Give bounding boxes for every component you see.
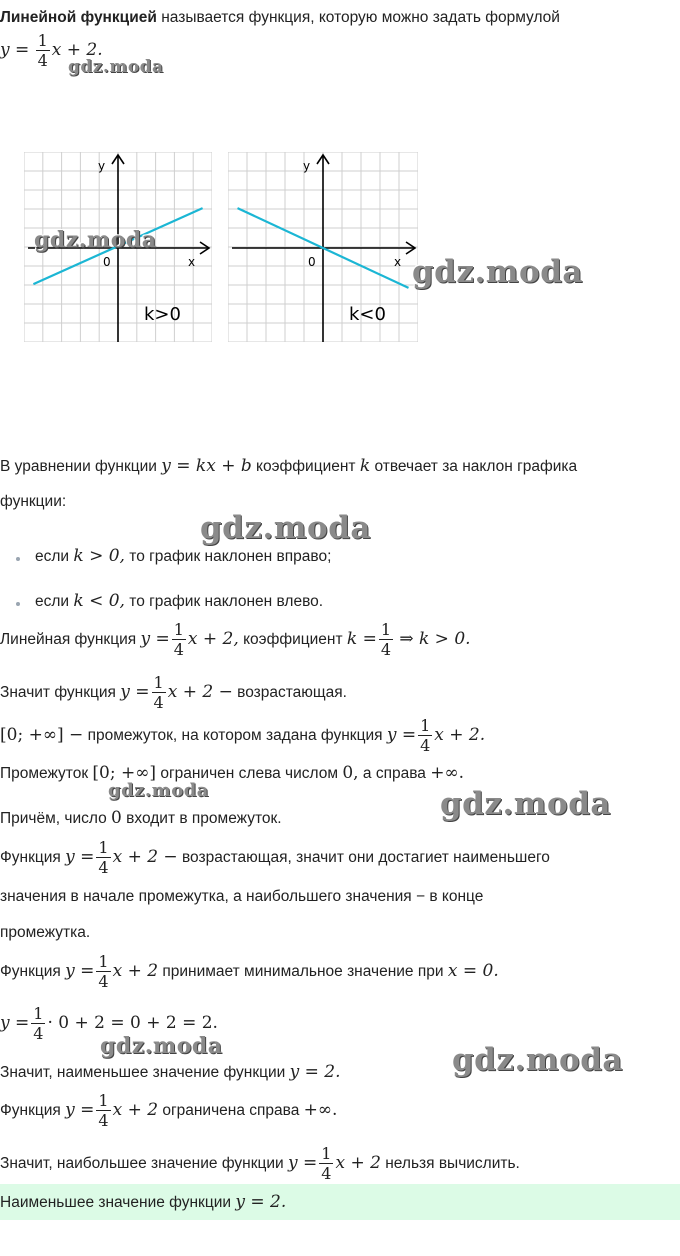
text-line-12: y = $\frac{1}{4}$ · 0 + 2 = 0 + 2 = 2. xyxy=(0,1004,218,1044)
bullet-dot xyxy=(16,557,20,561)
y-axis-label: y xyxy=(98,159,106,173)
intro-term: Линейной функцией xyxy=(0,9,157,26)
intro-fraction: $\frac{1}{4}$ xyxy=(37,31,48,71)
text-line-3: Линейная функция y = $\frac{1}{4}$ x + 2, коэффициент k = $\frac{1}{4}$ ⇒ k > 0. xyxy=(0,620,471,660)
chart-k-negative xyxy=(228,152,418,342)
bullet-dot xyxy=(16,602,20,606)
text-line-15: Значит, наибольшее значение функции y = $\frac{1}{4}$ x + 2 нельзя вычислить. xyxy=(0,1144,520,1184)
text-line-7: Причём, число 0 входит в промежуток. xyxy=(0,808,282,828)
text-line-14: Функция y = $\frac{1}{4}$ x + 2 ограничена справа +∞. xyxy=(0,1091,338,1131)
intro-line xyxy=(0,7,560,29)
text-line-13: Значит, наименьшее значение функции y = 2. xyxy=(0,1062,341,1082)
y-axis-label: y xyxy=(303,159,311,173)
answer-math: y = 2. xyxy=(235,1192,287,1212)
intro-text: называется функция, которую можно задать формулой xyxy=(161,9,560,26)
text-line-10: промежутка. xyxy=(0,924,91,941)
text-line-8: Функция y = $\frac{1}{4}$ x + 2 − возрастающая, значит они достагиет наименьшего xyxy=(0,838,550,878)
text-line-2: функции: xyxy=(0,493,67,510)
list-item: если k < 0, то график наклонен влево. xyxy=(35,591,324,611)
slope-label: k<0 xyxy=(349,304,386,325)
text-line-6: Промежуток [0; +∞] ограничен слева числом 0, а справа +∞. xyxy=(0,763,465,783)
answer-text: Наименьшее значение функции xyxy=(0,1194,232,1211)
watermark: gdz.moda xyxy=(100,1033,223,1059)
answer-line xyxy=(0,1191,286,1214)
watermark: gdz.moda xyxy=(68,57,164,77)
watermark: gdz.moda xyxy=(108,780,209,801)
origin-label: 0 xyxy=(103,255,111,269)
list-item: если k > 0, то график наклонен вправо; xyxy=(35,546,332,566)
text-line-5: [0; +∞] − промежуток, на котором задана функция y = $\frac{1}{4}$ x + 2. xyxy=(0,716,486,756)
text-line-1: В уравнении функции y = kx + b коэффициент k отвечает за наклон графика xyxy=(0,456,578,476)
x-axis-label: x xyxy=(394,255,402,269)
watermark: gdz.moda xyxy=(440,786,611,822)
x-axis-label: x xyxy=(188,255,196,269)
origin-label: 0 xyxy=(308,255,316,269)
watermark: gdz.moda xyxy=(200,510,371,546)
slope-label: k>0 xyxy=(144,304,181,325)
text-line-11: Функция y = $\frac{1}{4}$ x + 2 принимает минимальное значение при x = 0. xyxy=(0,952,499,992)
watermark: gdz.moda xyxy=(452,1042,623,1078)
text-line-4: Значит функция y = $\frac{1}{4}$ x + 2 − возрастающая. xyxy=(0,673,347,713)
intro-formula: y = $\frac{1}{4}$ x + 2. xyxy=(0,31,103,71)
watermark: gdz.moda xyxy=(34,227,157,253)
watermark: gdz.moda xyxy=(412,254,583,290)
text-line-9: значения в начале промежутка, а наибольшего значения − в конце xyxy=(0,888,484,905)
